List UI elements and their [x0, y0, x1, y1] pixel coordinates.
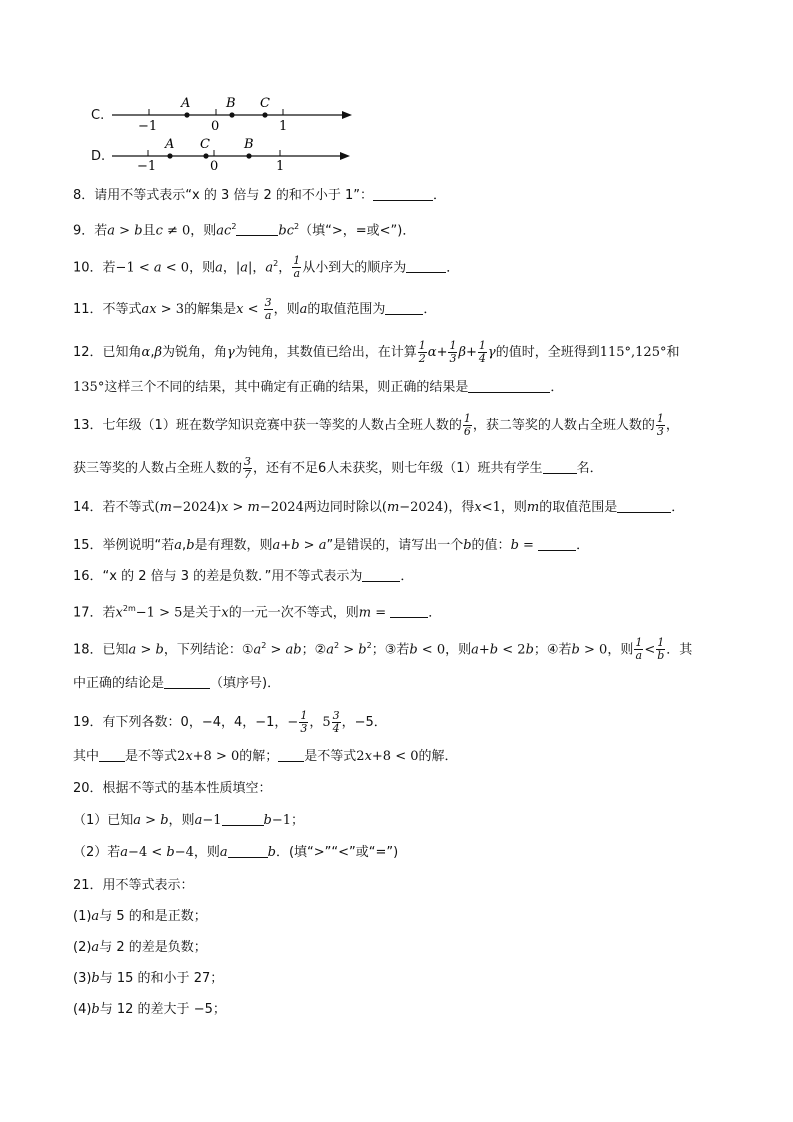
answer-blank[interactable]	[99, 747, 125, 762]
question-21-item: (1)a与 5 的和是正数；	[73, 909, 207, 924]
question-9: 9．若a > b且c ≠ 0，则$ac^2$ $bc^2$（填“>，=或<”)．	[73, 222, 416, 239]
question-8: 8．请用不等式表示“x 的 3 倍与 2 的和不小于 1”： ．	[73, 188, 447, 203]
answer-blank[interactable]	[278, 747, 304, 762]
question-18: 18．已知a > b，下列结论：$①a^2$ > ab；$②a^2 > b^2$；③若b < 0，则a+b < 2b；④若b > 0，则 $\frac{1}{a}$ < $\frac{1}{b}$ ．其	[73, 636, 693, 663]
question-20-part2: （2）若a−4 < b−4，则a b．(填“>”“<”或“=”)	[73, 845, 399, 860]
question-13: 13．七年级（1）班在数学知识竞赛中获一等奖的人数占全班人数的 $\frac{1}{6}$ ，获二等奖的人数占全班人数的 $\frac{1}{3}$ ，	[73, 412, 679, 438]
question-20-part1: （1）已知a > b，则a−1 b−1；	[73, 813, 305, 828]
number-line-d	[110, 136, 360, 174]
answer-blank[interactable]	[406, 258, 446, 273]
question-12: 12．已知角α,β为锐角，角γ为钝角，其数值已给出，在计算 $\frac{1}{2}$ α+ $\frac{1}{3}$ β+ $\frac{1}{4}$ γ的值时，全班得到115°,125°和	[73, 339, 680, 365]
answer-blank[interactable]	[468, 378, 550, 393]
tick-zero: 0	[211, 119, 220, 132]
tick-minus-one: −1	[138, 119, 158, 132]
question-18-line2: 中正确的结论是 （填序号)．	[73, 676, 281, 691]
answer-blank[interactable]	[228, 843, 268, 858]
point-c: C	[200, 137, 210, 152]
answer-blank[interactable]	[390, 603, 428, 618]
question-11: 11．不等式ax > 3的解集是x < $\frac{3}{a}$ ，则a的取值范围为 ．	[73, 296, 437, 322]
question-15: 15．举例说明“若a,b是有理数，则a+b > a”是错误的，请写出一个b的值：b = ．	[73, 538, 590, 553]
question-13-line2: 获三等奖的人数占全班人数的 $\frac{3}{7}$ ，还有不足6人未获奖，则七年级（1）班共有学生 名．	[73, 455, 603, 481]
point-a: A	[165, 137, 175, 152]
question-20: 20．根据不等式的基本性质填空：	[73, 781, 272, 796]
question-14: 14．若不等式(m−2024)x > m−2024两边同时除以(m−2024)，得x<1，则m的取值范围是 ．	[73, 500, 685, 515]
point-b: B	[226, 96, 236, 111]
answer-blank[interactable]	[538, 536, 576, 551]
number-line-c	[110, 94, 360, 132]
option-d-label: D.	[91, 149, 106, 164]
answer-blank[interactable]	[543, 459, 577, 474]
tick-one: 1	[276, 159, 285, 174]
tick-minus-one: −1	[137, 159, 157, 174]
answer-blank[interactable]	[236, 221, 278, 236]
question-21-item: (2)a与 2 的差是负数；	[73, 940, 207, 955]
question-21-item: (4)b与 12 的差大于 −5；	[73, 1002, 226, 1017]
answer-blank[interactable]	[617, 498, 671, 513]
point-c: C	[260, 96, 270, 111]
question-21: 21．用不等式表示：	[73, 878, 194, 893]
question-10: 10．若−1 < a < 0，则a，|a|，$a^2$， $\frac{1}{a}$ 从小到大的顺序为 ．	[73, 254, 460, 281]
tick-one: 1	[279, 119, 288, 132]
question-21-item: (3)b与 15 的和小于 27；	[73, 971, 224, 986]
question-16: 16．“x 的 2 倍与 3 的差是负数．”用不等式表示为 ．	[73, 569, 414, 584]
option-c-label: C.	[91, 108, 105, 123]
question-19: 19．有下列各数：0，−4，4，−1，− $\frac{1}{3}$ ，5 $\frac{3}{4}$ ，−5．	[73, 709, 387, 735]
answer-blank[interactable]	[222, 811, 264, 826]
fraction: $\frac{3}{a}$	[264, 296, 272, 322]
point-b: B	[244, 137, 254, 152]
tick-zero: 0	[210, 159, 219, 174]
answer-blank[interactable]	[373, 186, 433, 201]
question-19-line2: 其中 是不等式2x+8 > 0的解； 是不等式2x+8 < 0的解．	[73, 749, 458, 764]
answer-blank[interactable]	[362, 567, 400, 582]
answer-blank[interactable]	[164, 674, 210, 689]
fraction: $\frac{1}{a}$	[293, 254, 301, 281]
question-17: 17．若$x^{2m}-1 > 5$是关于x的一元一次不等式，则m = ．	[73, 604, 442, 621]
point-a: A	[181, 96, 191, 111]
question-12-line2: 135°这样三个不同的结果，其中确定有正确的结果，则正确的结果是 ．	[73, 380, 564, 395]
answer-blank[interactable]	[385, 300, 423, 315]
